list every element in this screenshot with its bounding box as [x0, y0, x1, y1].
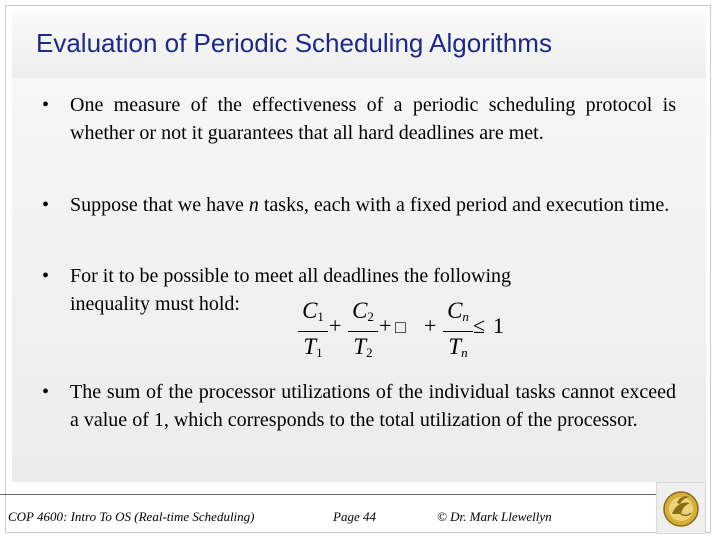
bullet-effectiveness: • One measure of the effectiveness of a periodic scheduling protocol is whether or not it guarantees that all hard deadlines are met. — [70, 91, 676, 147]
footer-divider — [0, 494, 656, 495]
variable-n: n — [248, 194, 259, 216]
denominator-t2: $T_2$ — [353, 334, 373, 360]
bullet-n-tasks-post: tasks, each with a fixed period and execution time. — [258, 194, 670, 216]
fraction-bar — [298, 331, 328, 332]
fraction-cn-tn — [443, 298, 473, 366]
plus-sign: + — [379, 313, 392, 338]
fraction-c2-t2 — [348, 298, 378, 366]
fraction-c1-t1 — [298, 298, 328, 366]
ucf-pegasus-logo-icon — [656, 482, 706, 534]
numerator-c2: $C_2$ — [352, 298, 374, 324]
bullet-inequality-line2: inequality must hold: — [70, 293, 240, 315]
fraction-bar — [348, 331, 378, 332]
fraction-bar — [443, 331, 473, 332]
bullet-n-tasks-pre: Suppose that we have — [70, 194, 249, 216]
bound-one: 1 — [493, 313, 504, 338]
numerator-cn: $C_n$ — [447, 298, 469, 324]
numerator-c1: $C_1$ — [302, 298, 324, 324]
slide-title: Evaluation of Periodic Scheduling Algorithms — [36, 28, 552, 58]
utilization-inequality — [298, 298, 538, 362]
less-or-equal-sign: ≤ — [473, 313, 486, 338]
plus-sign: + — [329, 313, 342, 338]
bullet-inequality-line1: • For it to be possible to meet all deadlines the following — [70, 265, 512, 287]
denominator-tn: $T_n$ — [448, 334, 468, 360]
bullet-n-tasks — [70, 191, 676, 219]
ellipsis-placeholder: □ — [395, 317, 406, 337]
denominator-t1: $T_1$ — [303, 334, 323, 360]
plus-sign: + — [424, 313, 437, 338]
footer-copyright: © Dr. Mark Llewellyn — [437, 509, 552, 524]
footer-course: COP 4600: Intro To OS (Real-time Scheduling) — [8, 509, 255, 524]
bullet-processor-utilization: • The sum of the processor utilizations of the individual tasks cannot exceed a value of 1, which corresponds to the total utilization of the processor. — [70, 378, 676, 434]
pegasus-logo-graphic — [657, 483, 705, 533]
footer-page-number: Page 44 — [333, 509, 376, 524]
